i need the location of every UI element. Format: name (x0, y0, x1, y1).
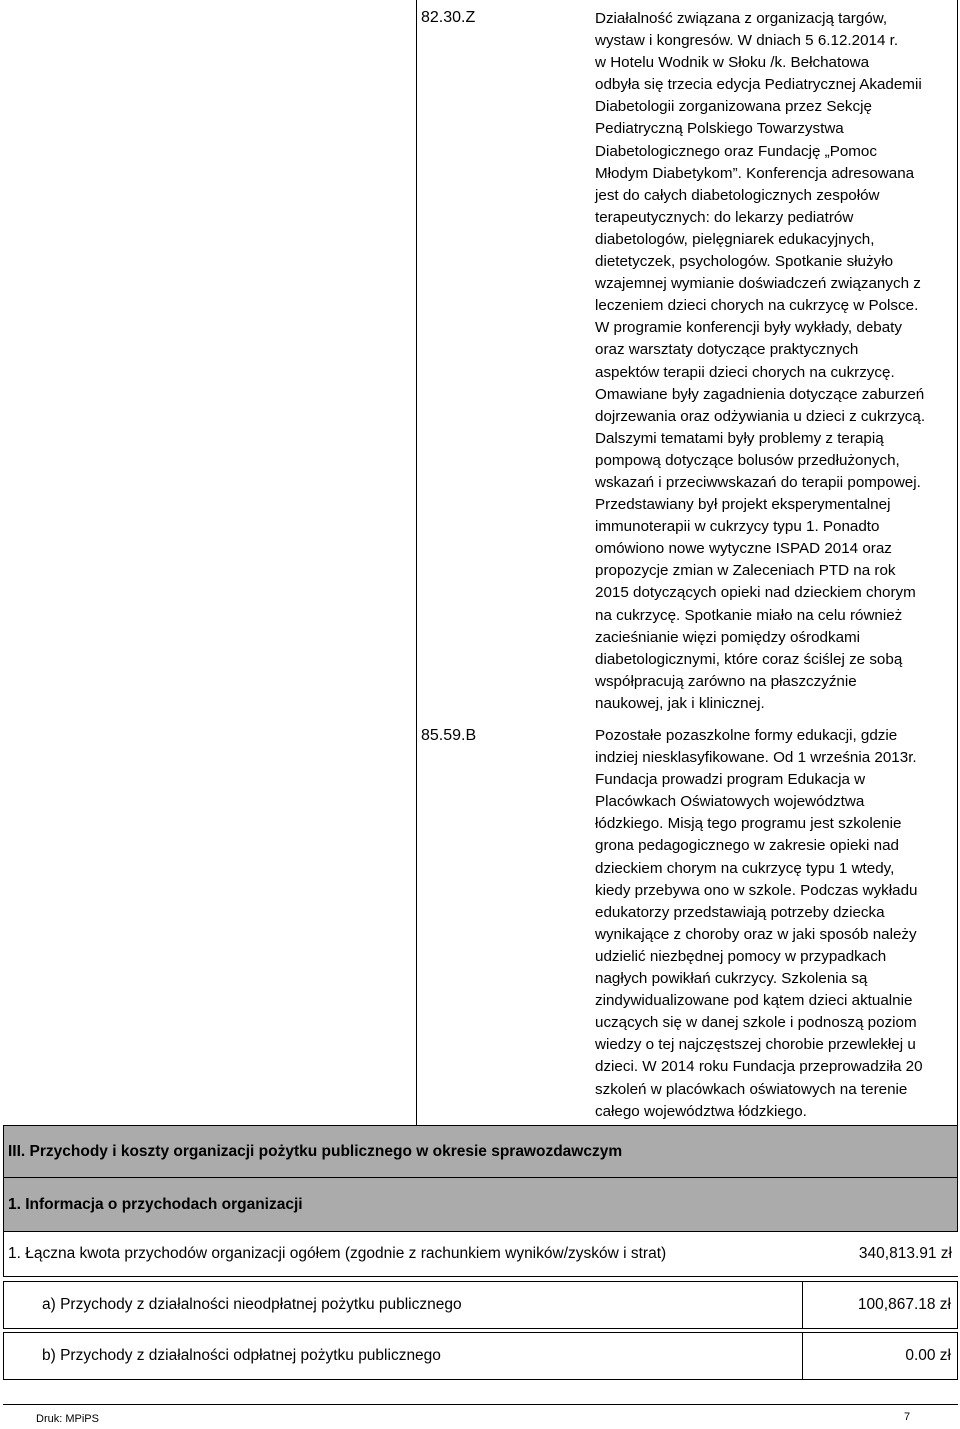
section-iii-title: III. Przychody i koszty organizacji pożytku publicznego w okresie sprawozdawczym (8, 1142, 623, 1160)
revenue-info-heading (3, 1177, 958, 1232)
footer-rule (3, 1404, 958, 1405)
revenue-paid-amount: 0.00 zł (905, 1347, 951, 1364)
revenue-unpaid-row (3, 1281, 958, 1329)
page-number: 7 (904, 1411, 911, 1423)
revenue-info-title: 1. Informacja o przychodach organizacji (8, 1195, 303, 1213)
total-revenue-amount: 340,813.91 zł (858, 1245, 952, 1262)
revenue-paid-label: b) Przychody z działalności odpłatnej pożytku publicznego (4, 1333, 803, 1379)
pkd-code-85-59-b: 85.59.B (421, 727, 477, 744)
pkd-description-82-30-z: Działalność związana z organizacją targów, wystaw i kongresów. W dniach 5 6.12.2014 r. w Hotelu Wodnik w Słoku /k. Bełchatowa odbyła się trzecia edycja Pediatrycznej Akademii Diabetologii zorganizowana przez Sekcję Pediatryczną Polskiego Towarzystwa Diabetologicznego oraz Fundację „Pomoc Młodym Diabetykom”. Konferencja adresowana jest do całych diabetologicznych zespołów terapeutycznych: do lekarzy pediatrów diabetologów, pielęgniarek edukacyjnych, dietetyczek, psychologów. Spotkanie służyło wzajemnej wymianie doświadczeń związanych z leczeniem dzieci chorych na cukrzycę w Polsce. W programie konferencji były wykłady, debaty oraz warsztaty dotyczące praktycznych aspektów terapii dzieci chorych na cukrzycę. Omawiane były zagadnienia dotyczące zaburzeń dojrzewania oraz odżywiania u dzieci z cukrzycą. Dalszymi tematami były problemy z terapią pompową dotyczące bolusów przedłużonych, wskazań i przeciwwskazań do terapii pompowej. Przedstawiany był projekt eksperymentalnej immunoterapii w cukrzycy typu 1. Ponadto omówiono nowe wytyczne ISPAD 2014 oraz propozycje zmian w Zaleceniach PTD na rok 2015 dotyczących opieki nad dzieckiem chorym na cukrzycę. Spotkanie miało na celu również zacieśnianie więzi pomiędzy ośrodkami diabetologicznymi, które coraz ściślej ze sobą współpracują zarówno na płaszczyźnie naukowej, jak i klinicznej. (595, 10, 926, 712)
revenue-paid-row (3, 1332, 958, 1380)
revenue-unpaid-label: a) Przychody z działalności nieodpłatnej pożytku publicznego (4, 1282, 803, 1328)
total-revenue-label: 1. Łączna kwota przychodów organizacji ogółem (zgodnie z rachunkiem wyników/zysków i strat) (8, 1245, 667, 1262)
pkd-code-82-30-z: 82.30.Z (421, 9, 476, 26)
total-revenue-row (3, 1231, 958, 1277)
revenue-unpaid-amount: 100,867.18 zł (857, 1296, 951, 1313)
pkd-description-85-59-b: Pozostałe pozaszkolne formy edukacji, gdzie indziej niesklasyfikowane. Od 1 września 2013r. Fundacja prowadzi program Edukacja w Placówkach Oświatowych województwa łódzkiego. Misją tego programu jest szkolenie grona pedagogicznego w zakresie opieki nad dzieckiem chorym na cukrzycę typu 1 wtedy, kiedy przebywa ono w szkole. Podczas wykładu edukatorzy przedstawiają potrzeby dziecka wynikające z choroby oraz w jaki sposób należy udzielić niezbędnej pomocy w przypadkach nagłych powikłań cukrzycy. Szkolenia są zindywidualizowane pod kątem dzieci aktualnie uczących się w danej szkole i podnoszą poziom wiedzy o tej najczęstszej chorobie przewlekłej u dzieci. W 2014 roku Fundacja przeprowadziła 20 szkoleń w placówkach oświatowych na terenie całego województwa łódzkiego. (595, 727, 923, 1120)
print-label: Druk: MPiPS (36, 1413, 99, 1425)
section-iii-heading (3, 1125, 958, 1178)
